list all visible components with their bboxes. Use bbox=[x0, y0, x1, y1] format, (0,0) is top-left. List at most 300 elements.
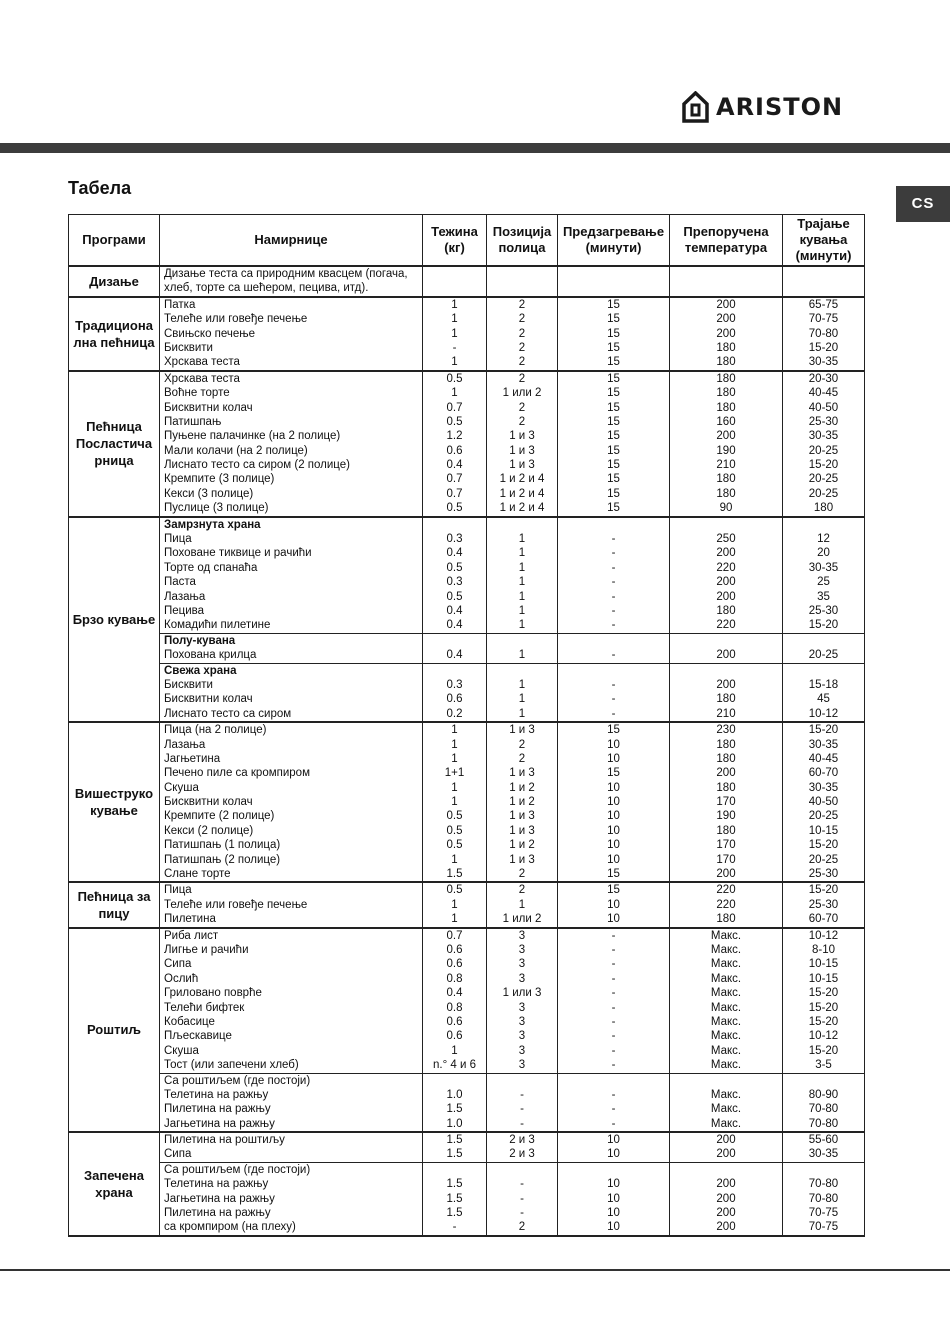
cell-line bbox=[670, 518, 782, 532]
cell-line bbox=[783, 518, 864, 532]
cell-line: 35 bbox=[817, 590, 830, 603]
cell-line: 15-20 bbox=[808, 619, 839, 632]
cell-line: Пљескавице bbox=[164, 1030, 232, 1043]
cell-line: - bbox=[611, 561, 616, 574]
cell-line: 2 bbox=[518, 884, 526, 897]
language-tab: CS bbox=[896, 186, 950, 222]
cell-line: Риба лист bbox=[164, 929, 219, 942]
duration-cell bbox=[783, 882, 865, 927]
program-group bbox=[69, 928, 865, 1132]
cell-line: 0.3 bbox=[446, 533, 463, 546]
cell-line: 170 bbox=[716, 796, 736, 809]
cell-line: Комадићи пилетине bbox=[164, 619, 271, 632]
cell-line: Бисквити bbox=[164, 341, 213, 354]
cell-line: 70-75 bbox=[808, 313, 839, 326]
cell-line: 1.2 bbox=[446, 430, 463, 443]
shelf-cell bbox=[487, 297, 558, 371]
cell-line: 0.6 bbox=[446, 943, 463, 956]
cell-line: - bbox=[611, 1015, 616, 1028]
cell-line: Макс. bbox=[710, 929, 742, 942]
preheat-cell bbox=[558, 297, 670, 371]
cell-line: 0.4 bbox=[446, 649, 463, 662]
cell-line: Бисквитни колач bbox=[164, 796, 253, 809]
cell-line: 15 bbox=[607, 868, 620, 881]
cell-line: 0.6 bbox=[446, 1015, 463, 1028]
cell-line: Дизање теста са природним квасцем (погача, хлеб, торте са шећером, пецива, итд). bbox=[164, 268, 408, 295]
food-cell bbox=[160, 633, 423, 663]
cell-line: 3 bbox=[518, 1044, 526, 1057]
cell-line: 200 bbox=[716, 1178, 736, 1191]
house-logo-icon bbox=[682, 91, 709, 123]
temperature-cell bbox=[670, 633, 783, 663]
duration-cell bbox=[783, 928, 865, 1073]
cell-line: - bbox=[611, 943, 616, 956]
cell-line: 0.4 bbox=[446, 605, 463, 617]
cell-line: Кремпите (3 полице) bbox=[164, 473, 275, 486]
cell-line: - bbox=[520, 1088, 524, 1101]
cell-line: 3 bbox=[518, 972, 526, 985]
program-group bbox=[69, 882, 865, 927]
cell-line: Телеће или говеђе печење bbox=[164, 898, 308, 911]
cell-line: Бисквитни колач bbox=[164, 693, 253, 706]
header-temperature: Препоручена температура bbox=[670, 215, 783, 267]
cell-line: 160 bbox=[716, 415, 736, 428]
cell-line: 0.5 bbox=[446, 810, 463, 823]
cell-line: 1 bbox=[451, 781, 458, 794]
cell-line: 0.4 bbox=[446, 459, 463, 472]
cell-line: 60-70 bbox=[808, 913, 839, 926]
cell-line: 180 bbox=[716, 473, 736, 486]
cell-line bbox=[783, 634, 864, 648]
program-name: Пећница за пицу bbox=[69, 882, 160, 927]
cell-line: 200 bbox=[716, 1207, 736, 1220]
cell-line bbox=[487, 1163, 557, 1177]
preheat-cell bbox=[558, 266, 670, 297]
program-name: Вишеструко кување bbox=[69, 722, 160, 882]
program-group bbox=[69, 722, 865, 882]
program-group bbox=[69, 371, 865, 517]
cell-line: 1 bbox=[518, 707, 526, 720]
cell-line: - bbox=[611, 533, 616, 546]
weight-cell bbox=[423, 633, 487, 663]
cell-line: 180 bbox=[716, 605, 736, 617]
cell-line: 200 bbox=[716, 298, 736, 311]
table-row bbox=[69, 1132, 865, 1162]
cell-line: 15 bbox=[607, 341, 620, 354]
table-row bbox=[69, 1073, 865, 1132]
cell-line: 1 и 2 bbox=[509, 839, 535, 852]
cell-line: 0.5 bbox=[446, 372, 463, 385]
food-cell bbox=[160, 297, 423, 371]
cell-line: 10-15 bbox=[808, 824, 839, 837]
cell-line: 200 bbox=[716, 313, 736, 326]
cell-line: 1.5 bbox=[446, 1192, 463, 1205]
cell-line: 20 bbox=[817, 547, 830, 560]
cell-line: 200 bbox=[716, 1192, 736, 1205]
header-shelf: Позиција полица bbox=[487, 215, 558, 267]
cell-line: 70-80 bbox=[808, 1178, 839, 1191]
cell-line: Полу-кувана bbox=[164, 634, 236, 647]
cell-line: Са роштиљем (где постоји) bbox=[164, 1074, 311, 1087]
cell-line: Макс. bbox=[710, 1088, 742, 1101]
cell-line: 0.3 bbox=[446, 678, 463, 691]
cell-line: 20-25 bbox=[808, 649, 839, 662]
temperature-cell bbox=[670, 371, 783, 517]
cell-line bbox=[783, 664, 864, 678]
cell-line: - bbox=[611, 619, 616, 632]
cell-line: - bbox=[611, 605, 616, 617]
shelf-cell bbox=[487, 266, 558, 297]
cell-line: Сипа bbox=[164, 1148, 192, 1161]
cell-line: - bbox=[611, 678, 616, 691]
food-cell bbox=[160, 371, 423, 517]
cell-line: - bbox=[611, 1059, 616, 1072]
cell-line: 1 или 2 bbox=[502, 387, 542, 400]
cell-line: 0.8 bbox=[446, 1001, 463, 1014]
cell-line: 20-25 bbox=[808, 810, 839, 823]
food-cell bbox=[160, 1162, 423, 1235]
cell-line: 10-12 bbox=[808, 707, 839, 720]
cell-line: 0.7 bbox=[446, 473, 463, 486]
cell-line: 200 bbox=[716, 1221, 736, 1234]
temperature-cell bbox=[670, 663, 783, 722]
program-name: Пећница Посластича рница bbox=[69, 371, 160, 517]
cell-line bbox=[670, 1163, 782, 1177]
cell-line: - bbox=[611, 1088, 616, 1101]
cell-line: Макс. bbox=[710, 987, 742, 1000]
cell-line: 1 bbox=[518, 547, 526, 560]
cell-line: 10 bbox=[607, 810, 620, 823]
cell-line: 2 bbox=[518, 356, 526, 369]
temperature-cell bbox=[670, 928, 783, 1073]
cell-line: 30-35 bbox=[808, 738, 839, 751]
cell-line: Пилетина на ражњу bbox=[164, 1103, 271, 1116]
cell-line: 190 bbox=[716, 444, 736, 457]
cell-line: 1 bbox=[451, 752, 458, 765]
cell-line: 1 и 3 bbox=[509, 767, 535, 780]
program-name: Запечена храна bbox=[69, 1132, 160, 1236]
cell-line: n.° 4 и 6 bbox=[433, 1059, 476, 1072]
cell-line: 1 bbox=[518, 561, 526, 574]
cell-line: Хрскава теста bbox=[164, 372, 240, 385]
cell-line: 15-20 bbox=[808, 1044, 839, 1057]
shelf-cell bbox=[487, 722, 558, 882]
cell-line: 10 bbox=[607, 1207, 620, 1220]
cell-line: Бисквити bbox=[164, 678, 213, 691]
cell-line bbox=[558, 518, 669, 532]
cell-line: 200 bbox=[716, 576, 736, 589]
cell-line bbox=[783, 1074, 864, 1088]
cell-line: 65-75 bbox=[808, 298, 839, 311]
cell-line: 15-20 bbox=[808, 459, 839, 472]
duration-cell bbox=[783, 1073, 865, 1132]
weight-cell bbox=[423, 928, 487, 1073]
cell-line: 1 bbox=[451, 724, 458, 737]
cell-line: Тост (или запечени хлеб) bbox=[164, 1059, 299, 1072]
cell-line: Макс. bbox=[710, 1059, 742, 1072]
cell-line: 2 bbox=[518, 327, 526, 340]
cell-line: 70-80 bbox=[808, 327, 839, 340]
cell-line: 210 bbox=[716, 459, 736, 472]
cell-line: Макс. bbox=[710, 1030, 742, 1043]
cell-line: 40-50 bbox=[808, 401, 839, 414]
cell-line: 15-20 bbox=[808, 839, 839, 852]
program-name: Роштиљ bbox=[69, 928, 160, 1132]
cell-line: 0.5 bbox=[446, 884, 463, 897]
cell-line: 15 bbox=[607, 313, 620, 326]
cell-line: Пилетина на роштиљу bbox=[164, 1134, 285, 1147]
temperature-cell bbox=[670, 266, 783, 297]
shelf-cell bbox=[487, 371, 558, 517]
cell-line: Макс. bbox=[710, 1044, 742, 1057]
cell-line: Свежа храна bbox=[164, 664, 237, 677]
weight-cell bbox=[423, 266, 487, 297]
cell-line: Телетина на ражњу bbox=[164, 1088, 269, 1101]
cell-line: 1 bbox=[451, 327, 458, 340]
cell-line: 10 bbox=[607, 752, 620, 765]
cell-line: 15 bbox=[607, 459, 620, 472]
cell-line: - bbox=[520, 1103, 524, 1116]
cell-line: 1.0 bbox=[446, 1117, 463, 1130]
cell-line: - bbox=[611, 649, 616, 662]
cell-line: 10 bbox=[607, 1192, 620, 1205]
cell-line: 200 bbox=[716, 868, 736, 881]
cell-line: - bbox=[611, 693, 616, 706]
cell-line: 1 bbox=[451, 796, 458, 809]
cell-line: Кекси (2 полице) bbox=[164, 824, 254, 837]
cell-line: 10-15 bbox=[808, 972, 839, 985]
cell-line: 1 bbox=[518, 576, 526, 589]
weight-cell bbox=[423, 1073, 487, 1132]
cell-line: 170 bbox=[716, 839, 736, 852]
cell-line bbox=[558, 1074, 669, 1088]
header-divider-bar bbox=[0, 143, 950, 153]
cell-line bbox=[558, 1163, 669, 1177]
cell-line: 15 bbox=[607, 767, 620, 780]
cell-line: Макс. bbox=[710, 943, 742, 956]
cell-line: Пица bbox=[164, 884, 192, 897]
cell-line: 1 bbox=[451, 298, 458, 311]
cell-line: - bbox=[520, 1117, 524, 1130]
cell-line: 180 bbox=[716, 387, 736, 400]
cell-line: Лазања bbox=[164, 738, 206, 751]
cell-line: 10-15 bbox=[808, 958, 839, 971]
weight-cell bbox=[423, 371, 487, 517]
cell-line: - bbox=[611, 576, 616, 589]
preheat-cell bbox=[558, 517, 670, 634]
cell-line: 0.5 bbox=[446, 502, 463, 515]
cell-line: 1.0 bbox=[446, 1088, 463, 1101]
duration-cell bbox=[783, 633, 865, 663]
cell-line: Пилетина на ражњу bbox=[164, 1207, 271, 1220]
preheat-cell bbox=[558, 1073, 670, 1132]
cell-line: 2 bbox=[518, 372, 526, 385]
cell-line bbox=[423, 267, 486, 296]
brand-logo bbox=[682, 90, 843, 124]
cell-line: - bbox=[611, 1103, 616, 1116]
cell-line: - bbox=[452, 1221, 457, 1234]
cell-line: 1 и 2 и 4 bbox=[499, 473, 545, 486]
cell-line: 200 bbox=[716, 327, 736, 340]
cell-line bbox=[487, 664, 557, 678]
cell-line: 1 bbox=[451, 738, 458, 751]
preheat-cell bbox=[558, 1132, 670, 1162]
preheat-cell bbox=[558, 371, 670, 517]
cell-line: 2 bbox=[518, 868, 526, 881]
cell-line: 15 bbox=[607, 444, 620, 457]
cell-line: Патишпањ (2 полице) bbox=[164, 853, 281, 866]
duration-cell bbox=[783, 1162, 865, 1235]
cell-line: Пуњене палачинке (на 2 полице) bbox=[164, 430, 341, 443]
cell-line: 1 и 2 и 4 bbox=[499, 502, 545, 515]
cell-line: 1 bbox=[518, 693, 526, 706]
header-duration: Трајање кувања (минути) bbox=[783, 215, 865, 267]
cell-line: 0.8 bbox=[446, 972, 463, 985]
cell-line: 15-20 bbox=[808, 1001, 839, 1014]
cell-line: 0.5 bbox=[446, 824, 463, 837]
duration-cell bbox=[783, 266, 865, 297]
cell-line: 15 bbox=[607, 473, 620, 486]
cell-line: Телеће или говеђе печење bbox=[164, 313, 308, 326]
cell-line: 12 bbox=[817, 533, 830, 546]
cell-line: 10 bbox=[607, 824, 620, 837]
cell-line: 10 bbox=[607, 781, 620, 794]
food-cell bbox=[160, 266, 423, 297]
cell-line: 25-30 bbox=[808, 898, 839, 911]
preheat-cell bbox=[558, 633, 670, 663]
duration-cell bbox=[783, 297, 865, 371]
food-cell bbox=[160, 1132, 423, 1162]
cell-line: Слане торте bbox=[164, 868, 231, 881]
cell-line: 180 bbox=[813, 502, 834, 515]
page-title: Табела bbox=[68, 178, 132, 198]
cell-line: 3 bbox=[518, 1001, 526, 1014]
cell-line: 15-20 bbox=[808, 884, 839, 897]
table-row bbox=[69, 633, 865, 663]
cell-line: 1 bbox=[451, 356, 458, 369]
cell-line: Лиснато тесто са сиром bbox=[164, 707, 292, 720]
cell-line: - bbox=[611, 987, 616, 1000]
cell-line: 8-10 bbox=[811, 943, 836, 956]
header-programs: Програми bbox=[69, 215, 160, 267]
cell-line: 3 bbox=[518, 929, 526, 942]
program-group bbox=[69, 1132, 865, 1236]
cell-line bbox=[670, 267, 782, 296]
cell-line: 70-80 bbox=[808, 1103, 839, 1116]
cell-line: 1 bbox=[451, 898, 458, 911]
cell-line: - bbox=[611, 972, 616, 985]
cell-line: 1 и 3 bbox=[509, 810, 535, 823]
preheat-cell bbox=[558, 928, 670, 1073]
cell-line bbox=[487, 267, 557, 296]
cell-line: 10 bbox=[607, 913, 620, 926]
cell-line: 2 bbox=[518, 341, 526, 354]
table-row bbox=[69, 928, 865, 1073]
cell-line: 180 bbox=[716, 356, 736, 369]
cell-line: Пуслице (3 полице) bbox=[164, 502, 269, 515]
cell-line: Мали колачи (на 2 полице) bbox=[164, 444, 308, 457]
cell-line: 180 bbox=[716, 341, 736, 354]
weight-cell bbox=[423, 1162, 487, 1235]
food-cell bbox=[160, 517, 423, 634]
table-row bbox=[69, 663, 865, 722]
cell-line: Свињско печење bbox=[164, 327, 256, 340]
shelf-cell bbox=[487, 663, 558, 722]
cell-line: 1 bbox=[451, 387, 458, 400]
food-cell bbox=[160, 1073, 423, 1132]
cell-line: Хрскава теста bbox=[164, 356, 240, 369]
cell-line: 0.5 bbox=[446, 415, 463, 428]
cell-line: Пица bbox=[164, 533, 192, 546]
duration-cell bbox=[783, 517, 865, 634]
cell-line: Патишпањ bbox=[164, 415, 222, 428]
cell-line: 15 bbox=[607, 724, 620, 737]
cell-line: 210 bbox=[716, 707, 736, 720]
table-row bbox=[69, 882, 865, 927]
cell-line: 1.5 bbox=[446, 1178, 463, 1191]
cell-line: 15 bbox=[607, 401, 620, 414]
cell-line: 15-20 bbox=[808, 724, 839, 737]
cell-line: Патишпањ (1 полица) bbox=[164, 839, 281, 852]
cell-line: 1 и 3 bbox=[509, 853, 535, 866]
cell-line: 15 bbox=[607, 415, 620, 428]
cell-line: 180 bbox=[716, 824, 736, 837]
cell-line: 0.4 bbox=[446, 547, 463, 560]
cell-line: Макс. bbox=[710, 958, 742, 971]
cell-line: Паста bbox=[164, 576, 196, 589]
cell-line: 20-25 bbox=[808, 444, 839, 457]
table-row bbox=[69, 266, 865, 297]
cell-line: 3-5 bbox=[815, 1059, 832, 1072]
cell-line: 15 bbox=[607, 298, 620, 311]
cell-line: 70-75 bbox=[808, 1221, 839, 1234]
cell-line: - bbox=[611, 1044, 616, 1057]
cell-line: 2 bbox=[518, 401, 526, 414]
cell-line: Лиснато тесто са сиром (2 полице) bbox=[164, 459, 350, 472]
cell-line: Пецива bbox=[164, 605, 205, 617]
cell-line: 0.5 bbox=[446, 839, 463, 852]
footer-divider bbox=[0, 1269, 950, 1271]
cell-line: 200 bbox=[716, 1134, 736, 1147]
cell-line: 1 bbox=[518, 678, 526, 691]
cell-line: 0.6 bbox=[446, 958, 463, 971]
weight-cell bbox=[423, 722, 487, 882]
cell-line: 0.4 bbox=[446, 619, 463, 632]
cell-line: 15 bbox=[607, 502, 620, 515]
cell-line: 170 bbox=[716, 853, 736, 866]
cell-line: 1 bbox=[518, 605, 526, 617]
cell-line: 200 bbox=[716, 547, 736, 560]
header-preheat: Предзагревање (минути) bbox=[558, 215, 670, 267]
cell-line: 0.4 bbox=[446, 987, 463, 1000]
cell-line: 10 bbox=[607, 1221, 620, 1234]
cell-line: 200 bbox=[716, 678, 736, 691]
cell-line: 90 bbox=[719, 502, 733, 515]
cell-line: 220 bbox=[716, 884, 736, 897]
cell-line: Печено пиле са кромпиром bbox=[164, 767, 310, 780]
cell-line: - bbox=[452, 341, 457, 354]
cell-line: 0.5 bbox=[446, 590, 463, 603]
cell-line: 1 и 3 bbox=[509, 430, 535, 443]
preheat-cell bbox=[558, 882, 670, 927]
cell-line: Кремпите (2 полице) bbox=[164, 810, 275, 823]
cell-line: Пица (на 2 полице) bbox=[164, 724, 267, 737]
cell-line: 25-30 bbox=[808, 868, 839, 881]
temperature-cell bbox=[670, 1073, 783, 1132]
header-foods: Намирнице bbox=[160, 215, 423, 267]
cell-line: Замрзнута храна bbox=[164, 518, 261, 531]
cell-line: Кекси (3 полице) bbox=[164, 487, 254, 500]
